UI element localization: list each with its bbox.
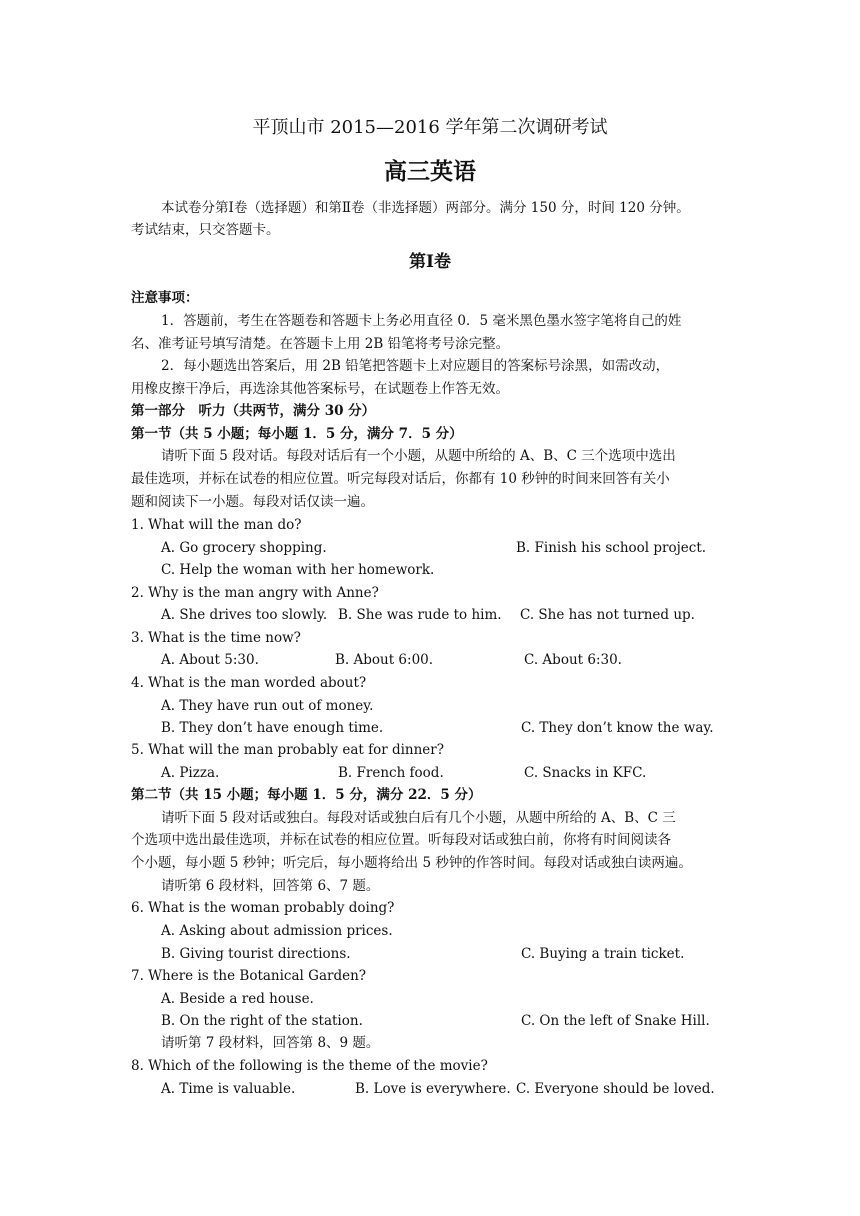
option-a: A. Time is valuable. — [161, 1081, 296, 1097]
intro-text: 考试结束，只交答题卡。 — [131, 222, 280, 238]
option-a: A. Asking about admission prices. — [161, 923, 393, 939]
question-text: 5. What will the man probably eat for dinner? — [131, 742, 444, 758]
question-text: 3. What is the time now? — [131, 630, 301, 646]
option-c: C. Buying a train ticket. — [521, 946, 685, 962]
material-note: 请听第 7 段材料，回答第 8、9 题。 — [161, 1035, 380, 1051]
option-c: C. Help the woman with her homework. — [161, 562, 435, 578]
question-text: 4. What is the man worded about? — [131, 675, 367, 691]
option-b: B. Giving tourist directions. — [161, 946, 351, 962]
notice-item: 用橡皮擦干净后，再选涂其他答案标号，在试题卷上作答无效。 — [131, 381, 509, 397]
volume-title: 第Ⅰ卷 — [409, 252, 451, 272]
option-c: C. Everyone should be loved. — [516, 1081, 715, 1097]
option-a: A. They have run out of money. — [161, 698, 374, 714]
option-a: A. She drives too slowly. — [161, 607, 328, 623]
question-text: 6. What is the woman probably doing? — [131, 900, 395, 916]
notice-heading: 注意事项： — [131, 290, 199, 306]
section-instructions: 请听下面 5 段对话或独白。每段对话或独白后有几个小题，从题中所给的 A、B、C 三 — [161, 810, 676, 826]
section-instructions: 请听下面 5 段对话。每段对话后有一个小题，从题中所给的 A、B、C 三个选项中选出 — [161, 448, 676, 464]
section-heading: 第二节（共 15 小题；每小题 1．5 分，满分 22．5 分） — [131, 787, 482, 803]
notice-item: 名、准考证号填写清楚。在答题卡上用 2B 铅笔将考号涂完整。 — [131, 336, 510, 352]
question-text: 2. Why is the man angry with Anne? — [131, 585, 379, 601]
option-b: B. French food. — [338, 765, 444, 781]
section-instructions: 最佳选项，并标在试卷的相应位置。听完每段对话后，你都有 10 秒钟的时间来回答有关小 — [131, 471, 670, 487]
option-b: B. About 6:00. — [335, 652, 434, 668]
part-heading: 第一部分 听力（共两节，满分 30 分） — [131, 403, 376, 419]
option-c: C. She has not turned up. — [520, 607, 695, 623]
question-text: 8. Which of the following is the theme of the movie? — [131, 1058, 488, 1074]
option-a: A. Beside a red house. — [161, 991, 314, 1007]
intro-text: 本试卷分第Ⅰ卷（选择题）和第Ⅱ卷（非选择题）两部分。满分 150 分，时间 120 分钟。 — [161, 200, 690, 216]
option-c: C. About 6:30. — [524, 652, 622, 668]
option-b: B. They don’t have enough time. — [161, 720, 384, 736]
section-heading: 第一节（共 5 小题；每小题 1．5 分，满分 7．5 分） — [131, 426, 463, 442]
option-b: B. On the right of the station. — [161, 1013, 363, 1029]
option-c: C. Snacks in KFC. — [524, 765, 647, 781]
section-instructions: 个小题，每小题 5 秒钟；听完后，每小题将给出 5 秒钟的作答时间。每段对话或独白读两遍。 — [131, 855, 692, 871]
question-text: 1. What will the man do? — [131, 517, 302, 533]
question-text: 7. Where is the Botanical Garden? — [131, 968, 367, 984]
material-note: 请听第 6 段材料，回答第 6、7 题。 — [161, 878, 380, 894]
option-a: A. Go grocery shopping. — [161, 540, 327, 556]
section-instructions: 题和阅读下一小题。每段对话仅读一遍。 — [131, 494, 374, 510]
option-a: A. Pizza. — [161, 765, 220, 781]
option-c: C. They don’t know the way. — [521, 720, 714, 736]
notice-item: 2．每小题选出答案后，用 2B 铅笔把答题卡上对应题目的答案标号涂黑，如需改动， — [161, 358, 670, 374]
option-b: B. Love is everywhere. — [355, 1081, 511, 1097]
notice-item: 1．答题前，考生在答题卷和答题卡上务必用直径 0．5 毫米黑色墨水签字笔将自己的姓 — [161, 313, 682, 329]
subject-title: 高三英语 — [384, 158, 476, 185]
option-b: B. She was rude to him. — [338, 607, 502, 623]
section-instructions: 个选项中选出最佳选项，并标在试卷的相应位置。听每段对话或独白前，你将有时间阅读各 — [131, 832, 671, 848]
option-b: B. Finish his school project. — [516, 540, 707, 556]
exam-title: 平顶山市 2015—2016 学年第二次调研考试 — [252, 117, 608, 138]
option-a: A. About 5:30. — [161, 652, 259, 668]
option-c: C. On the left of Snake Hill. — [521, 1013, 710, 1029]
